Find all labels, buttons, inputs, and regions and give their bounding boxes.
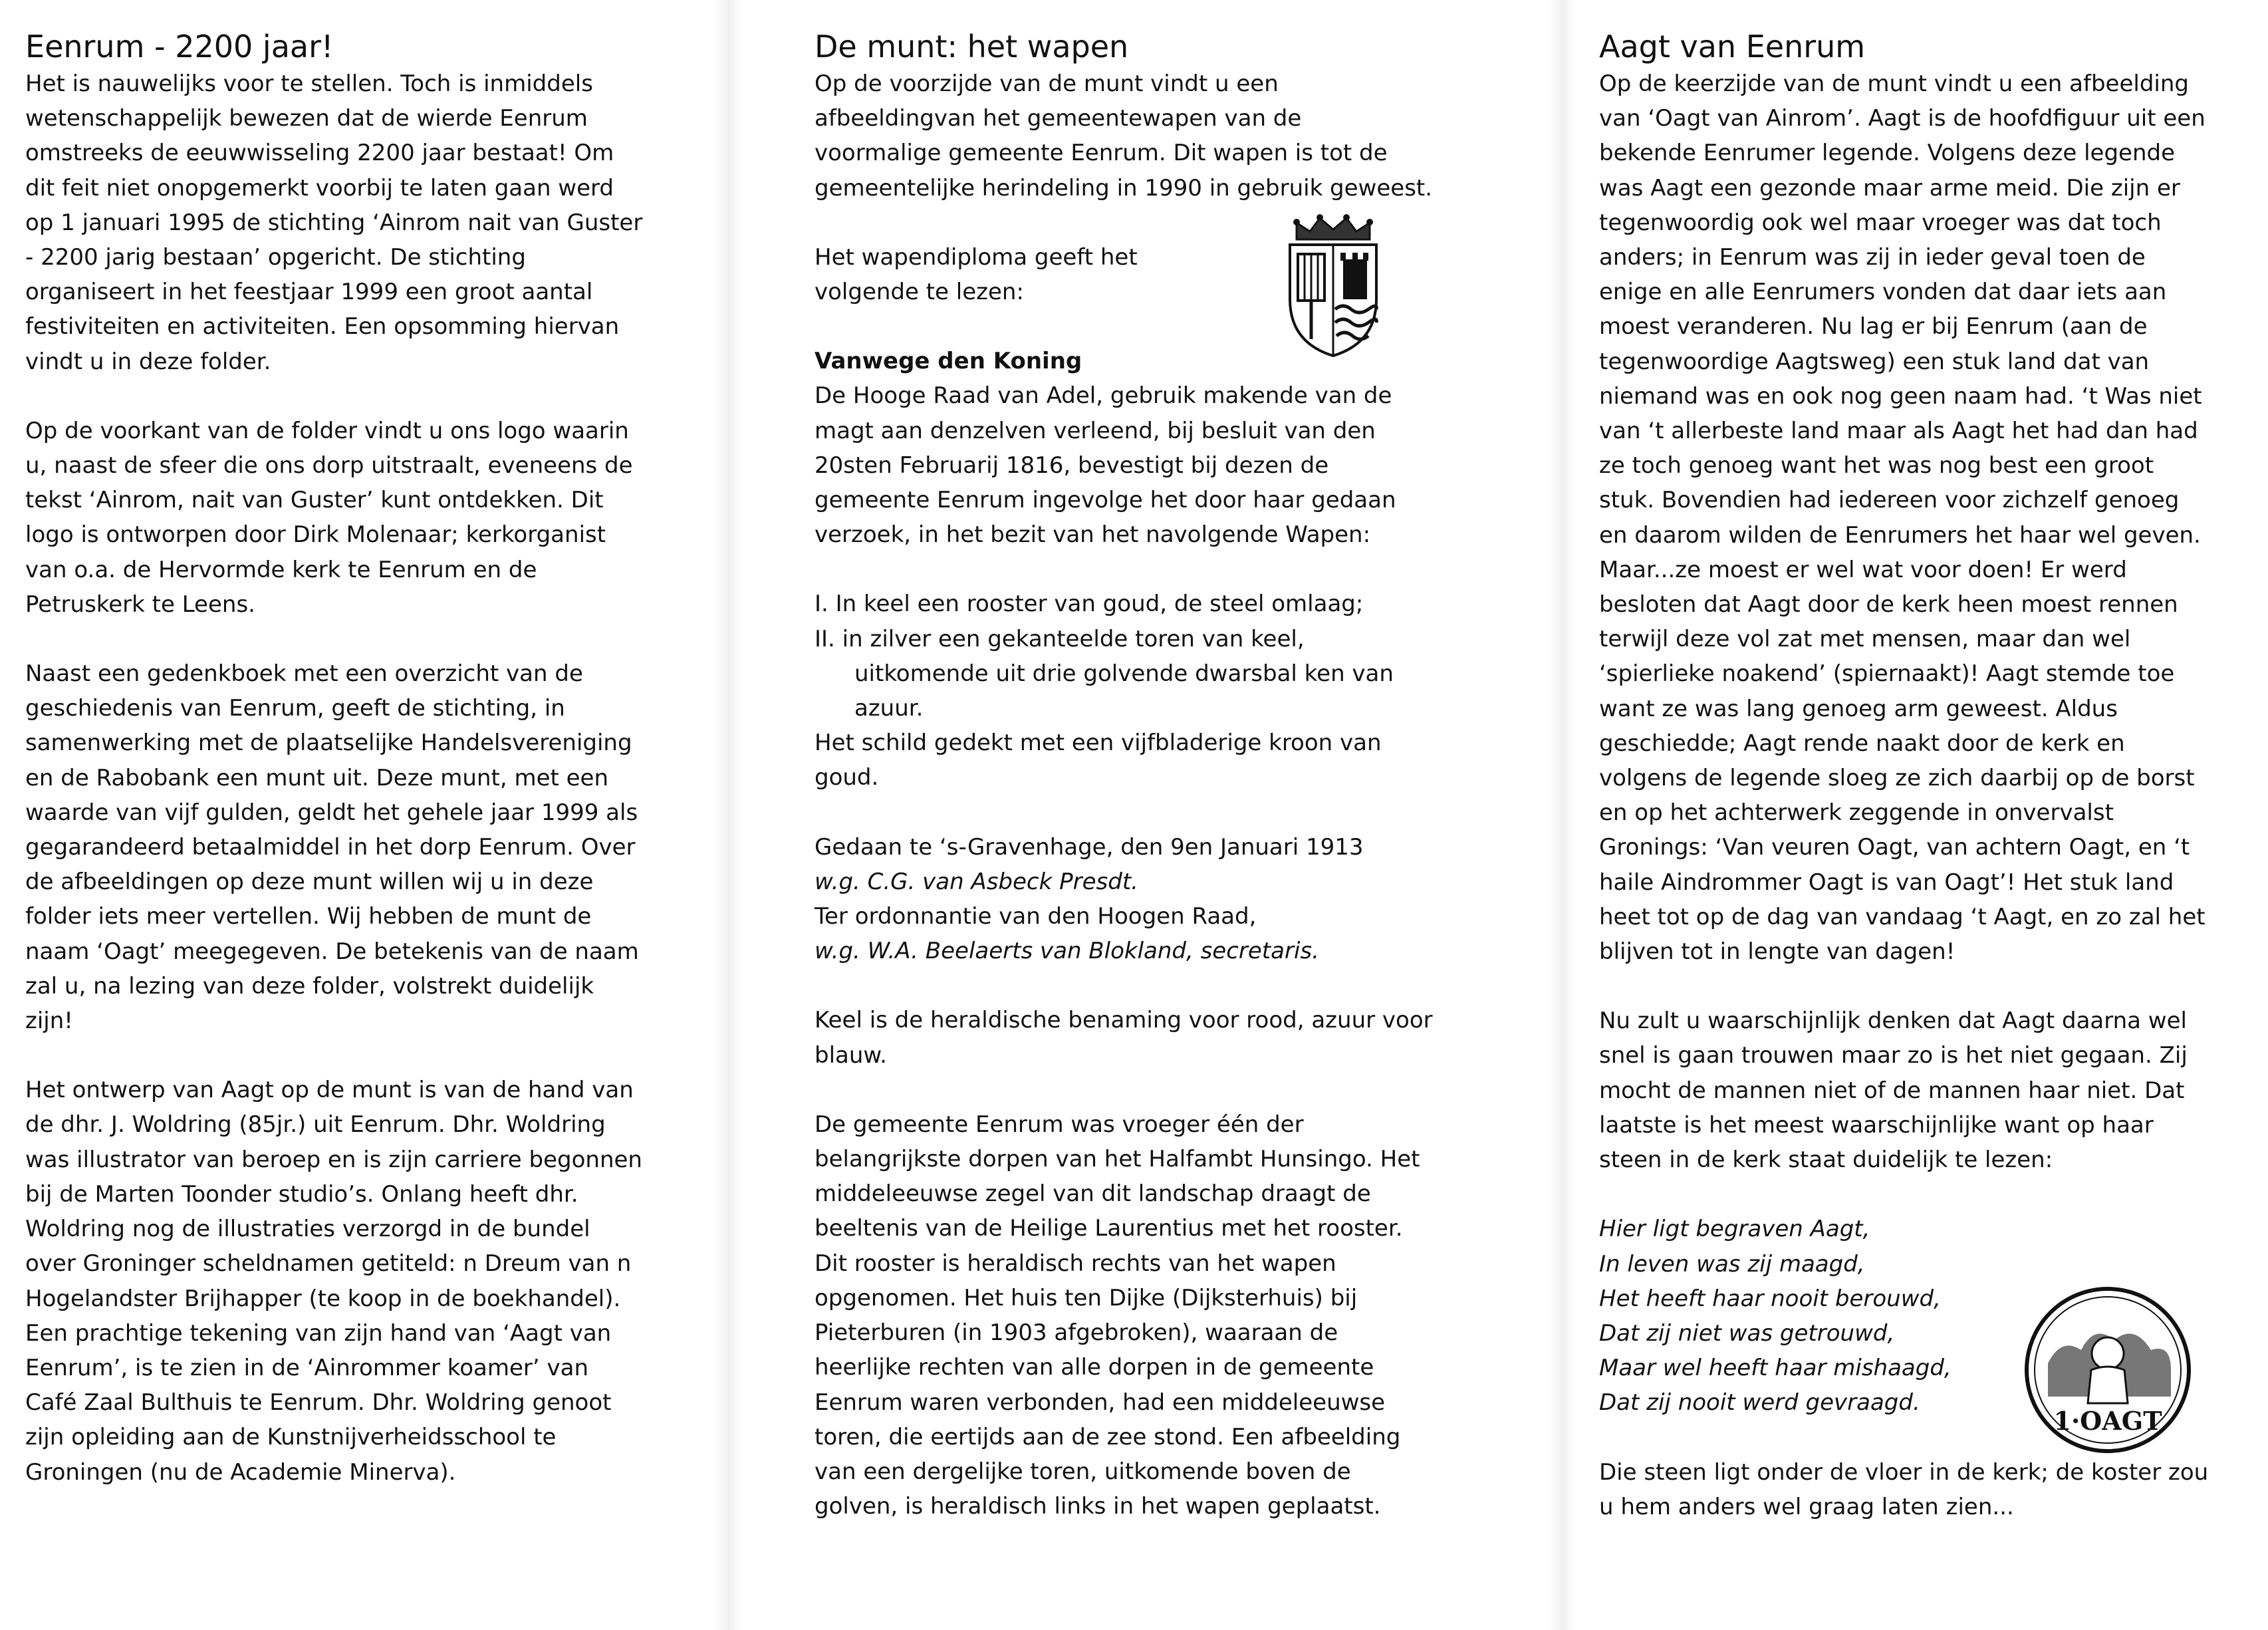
col2-signed-secretary: w.g. W.A. Beelaerts van Blokland, secretaris. <box>815 938 1319 965</box>
col2-paragraph-6: Keel is de heraldische benaming voor rood, azuur voor blauw. <box>815 1007 1433 1069</box>
poem-line: Dat zij niet was getrouwd, <box>1599 1319 1895 1347</box>
col2-paragraph-2: Het wapendiploma geeft het volgende te lezen: <box>815 243 1138 306</box>
col1-paragraph-2: Op de voorkant van de folder vindt u ons logo waarin u, naast de sfeer die ons dorp uitstraalt, eveneens de tekst ‘Ainrom, nait van Guster’ kunt ontdekken. Dit logo is ontworpen door Dirk Molenaar; kerkorganist van o.a. de Hervormde kerk te Eenrum en de Petruskerk te Leens. <box>25 417 633 618</box>
coat-of-arms-icon <box>1283 213 1383 359</box>
poem-line: Maar wel heeft haar mishaagd, <box>1599 1355 1952 1382</box>
col2-item-2: II. in zilver een gekanteelde toren van keel, uitkomende uit drie golvende dwarsbal ken van azuur. <box>815 625 1394 722</box>
col1-paragraph-3: Naast een gedenkboek met een overzicht van de geschiedenis van Eenrum, geeft de stichting, in samenwerking met de plaatselijke Handelsvereniging en de Rabobank een munt uit. Deze munt, met een waarde van vijf gulden, geldt het gehele jaar 1999 als gegarandeerd betaalmiddel in het dorp Eenrum. Over de afbeeldingen op deze munt willen wij u in deze folder iets meer vertellen. Wij hebben de munt de naam ‘Oagt’ meegegeven. De betekenis van de naam zal u, na lezing van deze folder, volstrekt duidelijk zijn! <box>25 660 639 1035</box>
col3-title: Aagt van Eenrum <box>1599 29 1866 65</box>
coin-icon <box>2021 1284 2194 1456</box>
col3-paragraph-2: Nu zult u waarschijnlijk denken dat Aagt daarna wel snel is gaan trouwen maar zo is het niet gegaan. Zij mocht de mannen niet of de mannen haar niet. Dat laatste is het meest waarschijnlijke want op haar steen in de kerk staat duidelijk te lezen: <box>1599 1008 2188 1174</box>
poem-line: Hier ligt begraven Aagt, <box>1599 1216 1870 1243</box>
col2-title: De munt: het wapen <box>815 29 1129 65</box>
col2-heading: Vanwege den Koning <box>815 348 1082 375</box>
col2-signed-president: w.g. C.G. van Asbeck Presdt. <box>815 868 1138 895</box>
col2-paragraph-3: De Hooge Raad van Adel, gebruik makende van de magt aan denzelven verleend, bij besluit van den 20sten Februarij 1816, bevestigt bij dezen de gemeente Eenrum ingevolge het door haar gedaan verzoek, in het bezit van het navolgende Wapen: <box>815 382 1396 549</box>
poem-line: In leven was zij maagd, <box>1599 1250 1865 1278</box>
col2-paragraph-1: Op de voorzijde van de munt vindt u een afbeeldingvan het gemeentewapen van de voormalige gemeente Eenrum. Dit wapen is tot de gemeentelijke herindeling in 1990 in gebruik geweest. <box>815 70 1433 202</box>
col2-paragraph-7: De gemeente Eenrum was vroeger één der belangrijkste dorpen van het Halfambt Hunsingo. Het middeleeuwse zegel van dit landschap draagt de beeltenis van de Heilige Laurentius met het rooster. Dit rooster is heraldisch rechts van het wapen opgenomen. Het huis ten Dijke (Dijksterhuis) bij Pieterburen (in 1903 afgebroken), waaraan de heerlijke rechten van alle dorpen in de gemeente Eenrum waren verbonden, had een middeleeuwse toren, die eertijds aan de zee stond. Een afbeelding van een dergelijke toren, uitkomende boven de golven, is heraldisch links in het wapen geplaatst. <box>815 1111 1420 1520</box>
fold-line-right <box>1549 0 1576 1630</box>
col3-paragraph-1: Op de keerzijde van de munt vindt u een afbeelding van ‘Oagt van Ainrom’. Aagt is de hoofdfiguur uit een bekende Eenrumer legende. Volgens deze legende was Aagt een gezonde maar arme meid. Die zijn er tegenwoordig ook wel maar vroeger was dat toch anders; in Eenrum was zij in ieder geval toen de enige en alle Eenrumers vonden dat daar iets aan moest veranderen. Nu lag er bij Eenrum (aan de tegenwoordige Aagtsweg) een stuk land dat van niemand was en ook nog geen naam had. ‘t Was niet van ‘t allerbeste land maar als Aagt het had dan had ze toch genoeg want het was nog best een groot stuk. Bovendien had iedereen voor zichzelf genoeg en daarom wilden de Eenrumers het haar wel geven. Maar...ze moest er wel wat voor doen! Er werd besloten dat Aagt door de kerk heen moest rennen terwijl deze vol zat met mensen, maar dan wel ‘spierlieke noakend’ (spiernaakt)! Aagt stemde toe want ze was lang genoeg arm geweest. Aldus geschiedde; Aagt rende naakt door de kerk en volgens de legende sloeg ze zich daarbij op de borst en op het achterwerk zeggende in onvervalst Gronings: ‘Van veuren Oagt, van achtern Oagt, en ‘t haile Aindrommer Oagt is van Oagt’! Het stuk land heet tot op de dag van vandaag ‘t Aagt, en zo zal het blijven tot in lengte van dagen! <box>1599 70 2205 966</box>
col2-paragraph-4: Het schild gedekt met een vijfbladerige kroon van goud. <box>815 730 1382 791</box>
poem-line: Het heeft haar nooit berouwd, <box>1599 1285 1941 1312</box>
col1-paragraph-1: Het is nauwelijks voor te stellen. Toch is inmiddels wetenschappelijk bewezen dat de wierde Eenrum omstreeks de eeuwwisseling 2200 jaar bestaat! Om dit feit niet onopgemerkt voorbij te laten gaan werd op 1 januari 1995 de stichting ‘Ainrom nait van Guster - 2200 jarig bestaan’ opgericht. De stichting organiseert in het feestjaar 1999 een groot aantal festiviteiten en activiteiten. Een opsomming hiervan vindt u in deze folder. <box>25 70 643 375</box>
coin-label: 1·OAGT <box>2053 1406 2162 1436</box>
poem-line: Dat zij nooit werd gevraagd. <box>1599 1389 1920 1417</box>
fold-line-left <box>715 0 741 1630</box>
col1-paragraph-4: Het ontwerp van Aagt op de munt is van de hand van de dhr. J. Woldring (85jr.) uit Eenrum. Dhr. Woldring was illustrator van beroep en is zijn carriere begonnen bij de Marten Toonder studio’s. Onlang heeft dhr. Woldring nog de illustraties verzorgd in de bundel over Groninger scheldnamen getiteld: n Dreum van n Hogelandster Brijhapper (te koop in de boekhandel). Een prachtige tekening van zijn hand van ‘Aagt van Eenrum’, is te zien in de ‘Ainrommer koamer’ van Café Zaal Bulthuis te Eenrum. Dhr. Woldring genoot zijn opleiding aan de Kunstnijverheidsschool te Groningen (nu de Academie Minerva). <box>25 1077 642 1486</box>
col2-item-1: I. In keel een rooster van goud, de steel omlaag; <box>815 591 1364 618</box>
col1-title: Eenrum - 2200 jaar! <box>25 29 334 65</box>
col2-signed-place: Gedaan te ‘s-Gravenhage, den 9en Januari 1913 <box>815 833 1364 861</box>
column-history <box>25 27 644 1490</box>
col2-signed-order: Ter ordonnantie van den Hoogen Raad, <box>815 903 1257 930</box>
col3-paragraph-3: Die steen ligt onder de vloer in de kerk; de koster zou u hem anders wel graag laten zien... <box>1599 1458 2209 1520</box>
